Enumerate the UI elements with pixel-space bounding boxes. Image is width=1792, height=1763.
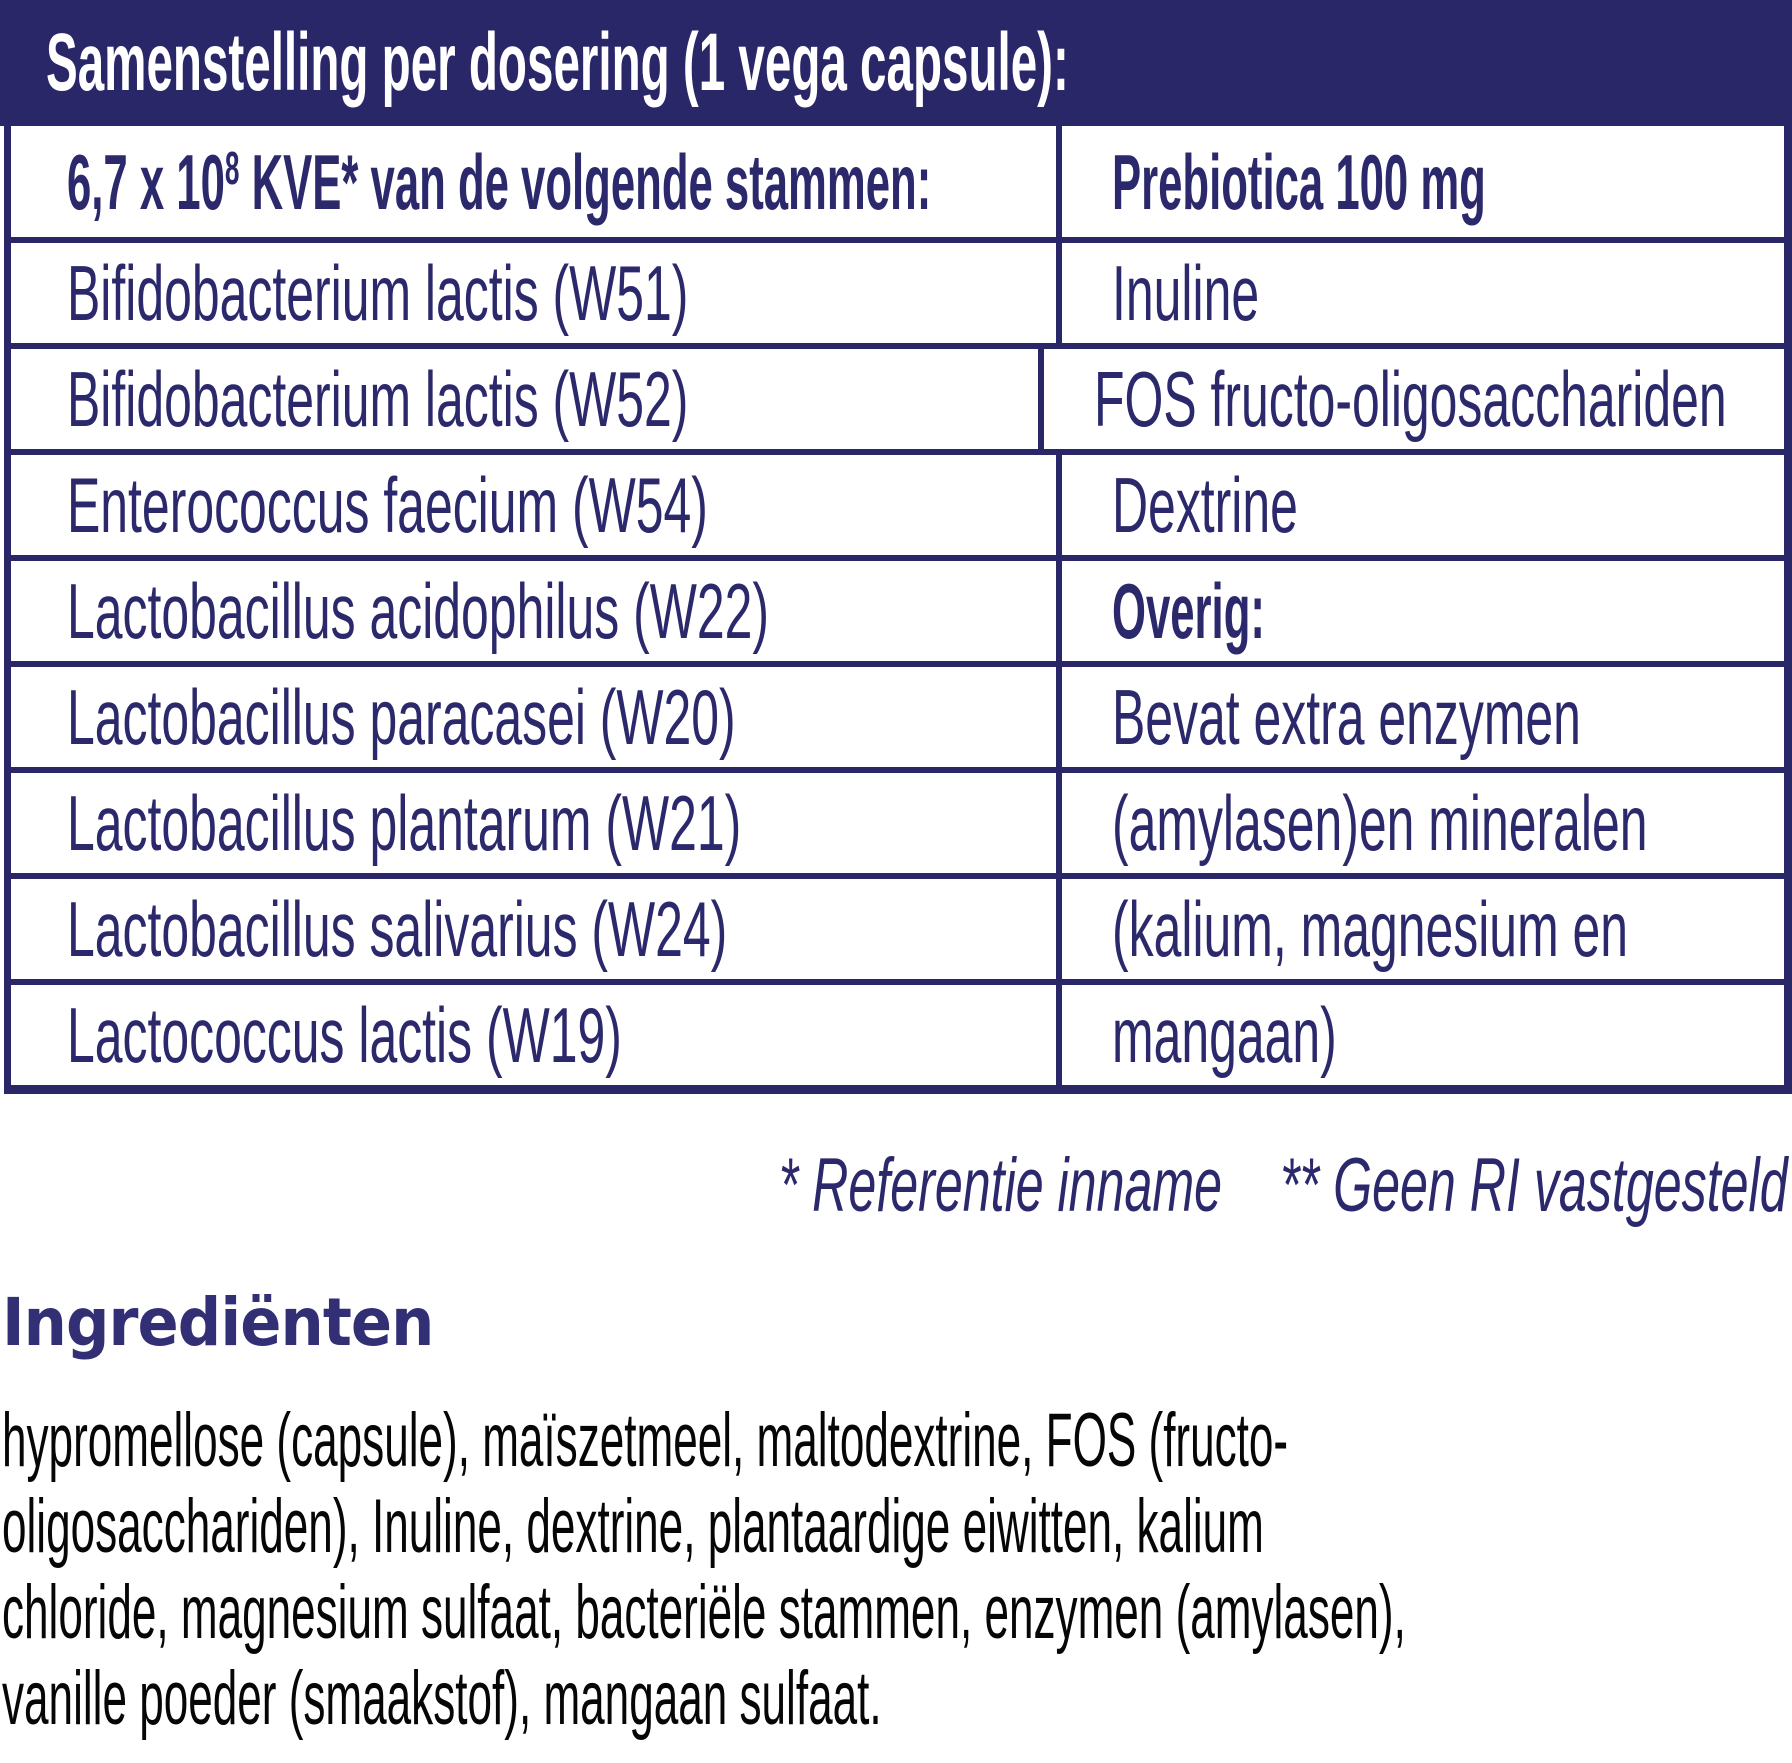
ingredients-paragraph	[0, 1398, 1792, 1742]
superscript-exponent: 8	[224, 142, 240, 195]
table-row	[11, 979, 1784, 1085]
table-row	[11, 343, 1784, 449]
strain-name: Bifidobacterium lactis (W52)	[67, 355, 689, 443]
other-info-cell	[1062, 985, 1784, 1085]
strain-cell	[11, 243, 1062, 343]
prebiotic-cell	[1044, 349, 1792, 449]
footnote-ri: ** Geen RI vastgesteld	[1280, 1143, 1788, 1228]
table-row	[11, 767, 1784, 873]
strain-cell	[11, 455, 1062, 555]
overig-label: Overig:	[1112, 567, 1265, 655]
other-info-text: Bevat extra enzymen	[1112, 673, 1581, 761]
table-row	[11, 449, 1784, 555]
ingredients-heading-text: Ingrediënten	[2, 1284, 434, 1361]
strain-cell	[11, 985, 1062, 1085]
strain-name: Lactobacillus acidophilus (W22)	[67, 567, 769, 655]
other-info-cell	[1062, 773, 1792, 873]
strain-cell	[11, 667, 1062, 767]
strain-name: Lactococcus lactis (W19)	[67, 991, 622, 1079]
footnote-text	[779, 1143, 1788, 1228]
strain-cell	[11, 349, 1044, 449]
strain-name: Bifidobacterium lactis (W51)	[67, 249, 689, 337]
ingredients-line: hypromellose (capsule), maïszetmeel, maltodextrine, FOS (fructo-	[2, 1398, 1289, 1483]
ingredients-heading	[0, 1286, 1792, 1360]
ingredients-line: oligosacchariden), Inuline, dextrine, plantaardige eiwitten, kalium	[2, 1484, 1264, 1569]
header-cell-prebiotica	[1062, 126, 1784, 237]
strain-cell	[11, 773, 1062, 873]
table-row	[11, 555, 1784, 661]
other-info-text: mangaan)	[1112, 991, 1337, 1079]
prebiotic-cell	[1062, 243, 1784, 343]
table-row	[11, 661, 1784, 767]
strain-cell	[11, 879, 1062, 979]
strain-name: Lactobacillus plantarum (W21)	[67, 779, 742, 867]
overig-cell	[1062, 561, 1784, 661]
strain-cell	[11, 561, 1062, 661]
prebiotica-header-text: Prebiotica 100 mg	[1112, 137, 1486, 226]
strain-name: Lactobacillus salivarius (W24)	[67, 885, 728, 973]
strain-name: Enterococcus faecium (W54)	[67, 461, 708, 549]
composition-title-bar	[0, 0, 1792, 126]
other-info-text: (kalium, magnesium en	[1112, 885, 1629, 973]
strain-name: Lactobacillus paracasei (W20)	[67, 673, 736, 761]
header-cell-strains	[11, 126, 1062, 237]
table-header-row	[11, 126, 1784, 237]
strains-header-text: 6,7 x $10^8$ KVE* van de volgende stammen:	[67, 137, 932, 226]
table-row	[11, 237, 1784, 343]
prebiotic-name: Inuline	[1112, 249, 1260, 337]
composition-table	[4, 126, 1792, 1094]
other-info-cell	[1062, 667, 1792, 767]
footnote	[0, 1143, 1792, 1228]
other-info-cell	[1062, 879, 1792, 979]
composition-title: Samenstelling per dosering (1 vega capsule):	[46, 17, 1069, 108]
prebiotic-name: FOS fructo-oligosacchariden	[1093, 355, 1727, 443]
prebiotic-name: Dextrine	[1112, 461, 1298, 549]
footnote-reference: * Referentie inname	[779, 1143, 1223, 1228]
other-info-text: (amylasen)en mineralen	[1112, 779, 1648, 867]
table-row	[11, 873, 1784, 979]
ingredients-line: vanille poeder (smaakstof), mangaan sulfaat.	[2, 1656, 882, 1741]
ingredients-line: chloride, magnesium sulfaat, bacteriële stammen, enzymen (amylasen),	[2, 1570, 1406, 1655]
prebiotic-cell	[1062, 455, 1784, 555]
